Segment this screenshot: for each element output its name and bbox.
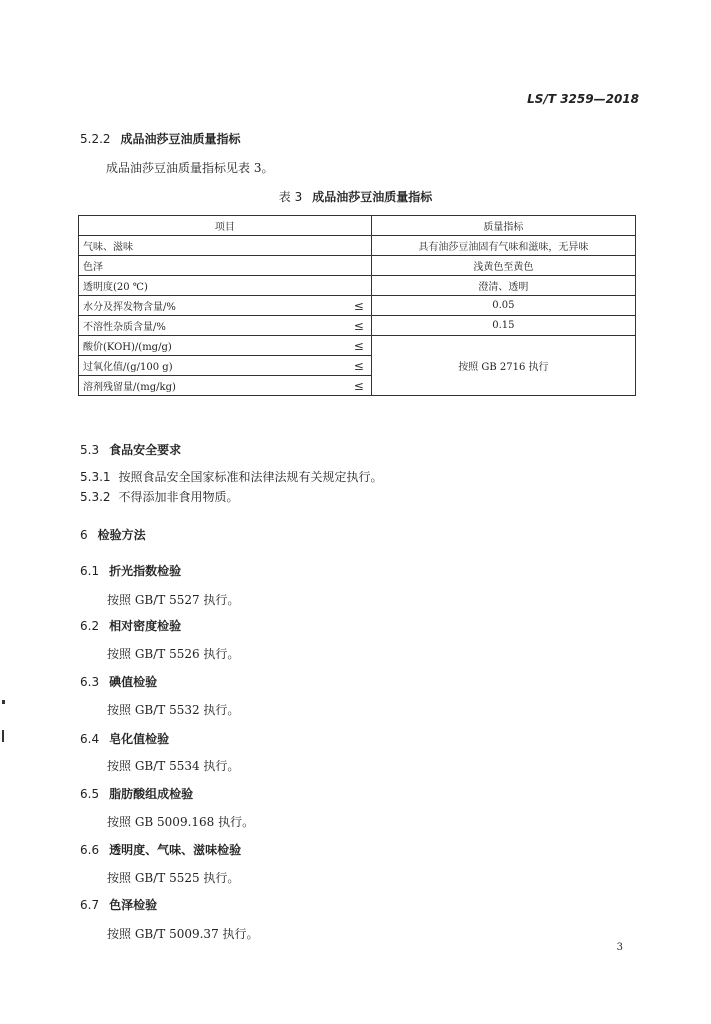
heading-number: 6.7 — [80, 898, 100, 912]
method-text: 按照 GB/T 5527 执行。 — [107, 593, 240, 607]
table-head-item: 项目 — [79, 216, 372, 236]
row-item: 溶剂残留量/(mg/kg) — [79, 376, 347, 396]
method-text: 按照 GB/T 5009.37 执行。 — [107, 927, 259, 941]
method-text: 按照 GB/T 5534 执行。 — [107, 759, 240, 773]
clause-5-3-2 — [80, 488, 239, 505]
method-text: 按照 GB/T 5525 执行。 — [107, 871, 240, 885]
method-text: 按照 GB/T 5532 执行。 — [107, 703, 240, 717]
row-symbol: ≤ — [347, 376, 371, 396]
heading-title: 相对密度检验 — [109, 619, 182, 633]
merged-value: 按照 GB 2716 执行 — [371, 336, 635, 396]
row-symbol: ≤ — [347, 316, 371, 336]
page-number: 3 — [616, 942, 623, 953]
row-item: 不溶性杂质含量/% — [79, 316, 347, 336]
table-caption-title: 成品油莎豆油质量指标 — [312, 190, 433, 204]
heading-title: 透明度、气味、滋味检验 — [109, 843, 242, 857]
row-value: 0.15 — [371, 316, 635, 336]
table-caption-number: 表 3 — [278, 190, 303, 204]
standard-code-header: LS/T 3259—2018 — [527, 92, 639, 106]
row-item: 酸价(KOH)/(mg/g) — [79, 336, 347, 356]
heading-title: 皂化值检验 — [109, 732, 170, 746]
row-value: 浅黄色至黄色 — [371, 256, 635, 276]
method-text: 按照 GB 5009.168 执行。 — [107, 815, 255, 829]
heading-6-7 — [80, 896, 157, 913]
clause-5-3-1 — [80, 468, 383, 485]
heading-6-2 — [80, 617, 181, 634]
clause-number: 5.3.1 — [80, 470, 111, 484]
heading-title: 折光指数检验 — [109, 564, 182, 578]
scan-artifact-mark — [2, 700, 5, 704]
method-text: 按照 GB/T 5526 执行。 — [107, 647, 240, 661]
heading-title: 碘值检验 — [109, 675, 158, 689]
table-header-row — [79, 216, 636, 236]
heading-number: 5.2.2 — [80, 132, 111, 146]
table-row — [79, 336, 636, 356]
heading-number: 6.2 — [80, 619, 100, 633]
row-value: 澄清、透明 — [371, 276, 635, 296]
table-row — [79, 236, 636, 256]
clause-text: 按照食品安全国家标准和法律法规有关规定执行。 — [118, 470, 383, 484]
table-row — [79, 276, 636, 296]
heading-6-5 — [80, 785, 193, 802]
row-symbol: ≤ — [347, 356, 371, 376]
table-row — [79, 296, 636, 316]
row-symbol: ≤ — [347, 296, 371, 316]
row-value: 具有油莎豆油固有气味和滋味，无异味 — [371, 236, 635, 256]
heading-number: 6.3 — [80, 675, 100, 689]
heading-number: 6 — [80, 528, 88, 542]
heading-title: 检验方法 — [97, 528, 146, 542]
scan-artifact-mark — [2, 730, 4, 742]
heading-5-2-2 — [80, 130, 241, 147]
heading-6 — [80, 526, 146, 543]
heading-title: 食品安全要求 — [109, 443, 182, 457]
row-value: 0.05 — [371, 296, 635, 316]
table-head-value: 质量指标 — [371, 216, 635, 236]
heading-title: 脂肪酸组成检验 — [109, 787, 194, 801]
heading-number: 6.4 — [80, 732, 100, 746]
row-item: 水分及挥发物含量/% — [79, 296, 347, 316]
heading-6-4 — [80, 730, 169, 747]
paragraph-5-2-2: 成品油莎豆油质量指标见表 3。 — [106, 161, 274, 175]
row-item: 色泽 — [79, 256, 372, 276]
heading-number: 6.1 — [80, 564, 100, 578]
clause-text: 不得添加非食用物质。 — [118, 490, 239, 504]
quality-table — [78, 215, 636, 396]
row-item: 过氧化值/(g/100 g) — [79, 356, 347, 376]
heading-title: 色泽检验 — [109, 898, 158, 912]
heading-6-3 — [80, 673, 157, 690]
table-caption — [0, 188, 711, 205]
heading-6-6 — [80, 841, 241, 858]
heading-number: 6.6 — [80, 843, 100, 857]
heading-number: 6.5 — [80, 787, 100, 801]
table-row — [79, 256, 636, 276]
heading-6-1 — [80, 562, 181, 579]
heading-title: 成品油莎豆油质量指标 — [120, 132, 241, 146]
heading-5-3 — [80, 441, 181, 458]
clause-number: 5.3.2 — [80, 490, 111, 504]
row-symbol: ≤ — [347, 336, 371, 356]
heading-number: 5.3 — [80, 443, 100, 457]
table-row — [79, 316, 636, 336]
row-item: 气味、滋味 — [79, 236, 372, 256]
row-item: 透明度(20 ℃) — [79, 276, 372, 296]
